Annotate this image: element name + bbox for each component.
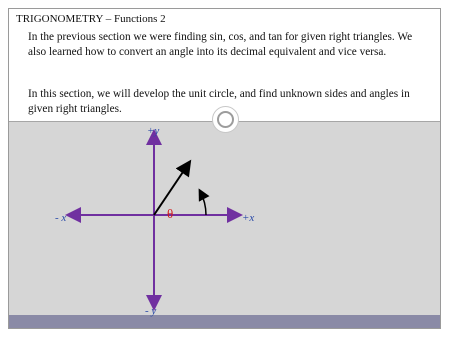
slide xyxy=(8,8,441,329)
negative-y-label: - y xyxy=(145,305,157,317)
intro-paragraph: In the previous section we were finding sin, cos, and tan for given right triangles. We also learned how to convert an angle into its decimal equivalent and vice versa. xyxy=(28,31,413,58)
negative-x-label: - x xyxy=(55,212,67,224)
theta-angle-label: θ xyxy=(167,206,174,221)
slide-title: TRIGONOMETRY – Functions 2 xyxy=(16,13,166,25)
positive-x-label: +x xyxy=(242,212,255,224)
angle-arc xyxy=(200,191,206,215)
coordinate-axes xyxy=(9,9,441,329)
positive-y-label: +y xyxy=(147,125,160,137)
section-paragraph: In this section, we will develop the unit circle, and find unknown sides and angles in given right triangles. xyxy=(28,88,410,115)
